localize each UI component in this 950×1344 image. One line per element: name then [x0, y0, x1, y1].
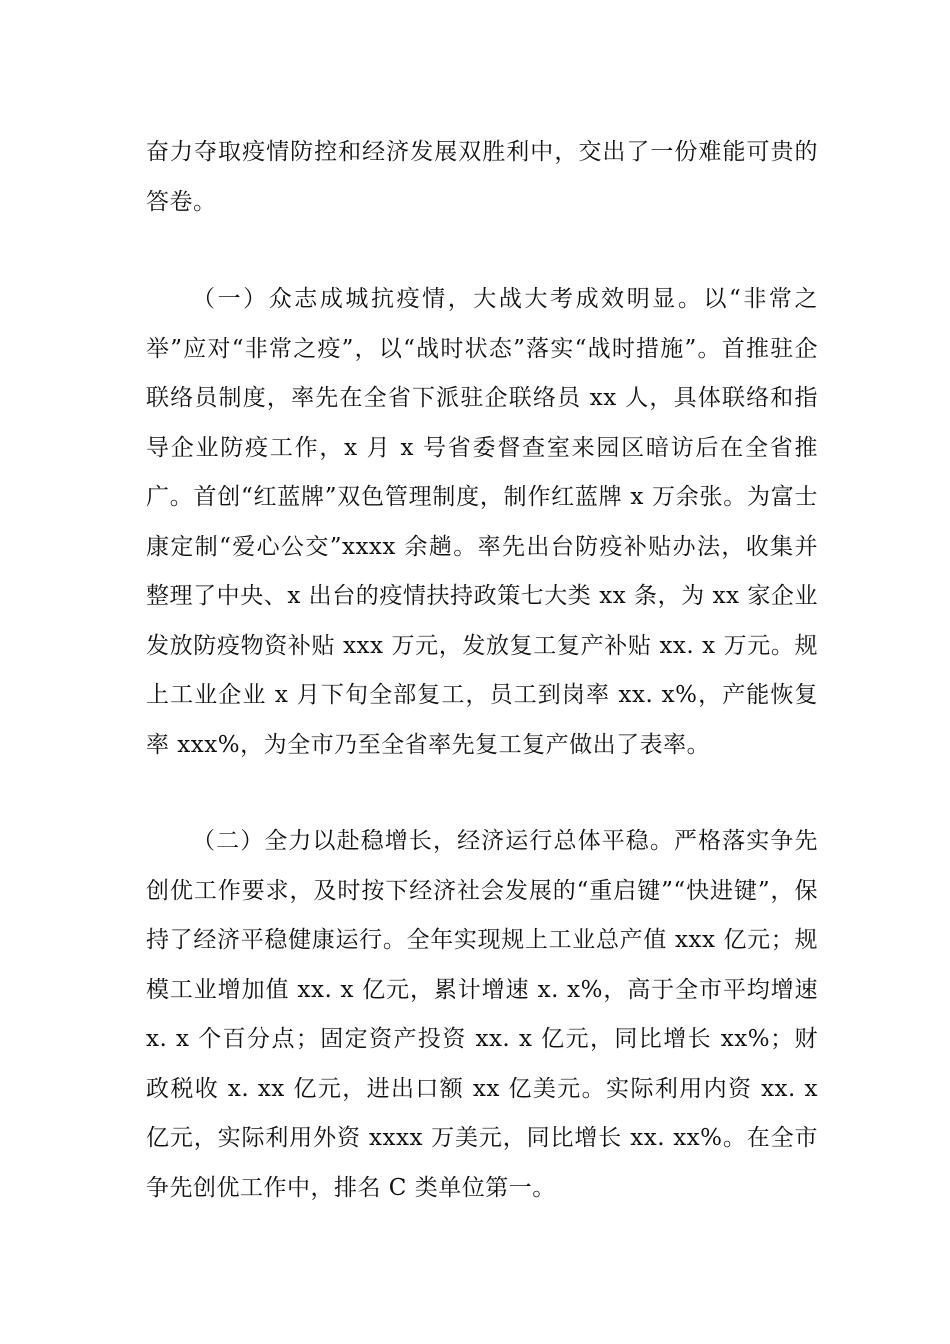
paragraph-continuation: 奋力夺取疫情防控和经济发展双胜利中，交出了一份难能可贵的答卷。 — [146, 139, 818, 215]
document-body — [146, 128, 818, 1213]
paragraph-section-one: （一）众志成城抗疫情，大战大考成效明显。以“非常之举”应对“非常之疫”，以“战时状态”落实“战时措施”。首推驻企联络员制度，率先在全省下派驻企联络员 xx 人，具体联络和指导企业防疫工作，x 月 x 号省委督查室来园区暗访后在全省推广。首创“红蓝牌”双色管理制度，制作红蓝牌 x 万余张。为富士康定制“爱心公交”xxxx 余趟。率先出台防疫补贴办法，收集并整理了中央、x 出台的疫情扶持政策七大类 xx 条，为 xx 家企业发放防疫物资补贴 xxx 万元，发放复工复产补贴 xx. x 万元。规上工业企业 x 月下旬全部复工，员工到岗率 xx. x%，产能恢复率 xxx%，为全市乃至全省率先复工复产做出了表率。 — [146, 286, 818, 758]
paragraph-section-two: （二）全力以赴稳增长，经济运行总体平稳。严格落实争先创优工作要求，及时按下经济社会发展的“重启键”“快进键”，保持了经济平稳健康运行。全年实现规上工业总产值 xxx 亿元；规模工业增加值 xx. x 亿元，累计增速 x. x%，高于全市平均增速 x. x 个百分点；固定资产投资 xx. x 亿元，同比增长 xx%；财政税收 x. xx 亿元，进出口额 xx 亿美元。实际利用内资 xx. x 亿元，实际利用外资 xxxx 万美元，同比增长 xx. xx%。在全市争先创优工作中，排名 C 类单位第一。 — [146, 828, 818, 1201]
